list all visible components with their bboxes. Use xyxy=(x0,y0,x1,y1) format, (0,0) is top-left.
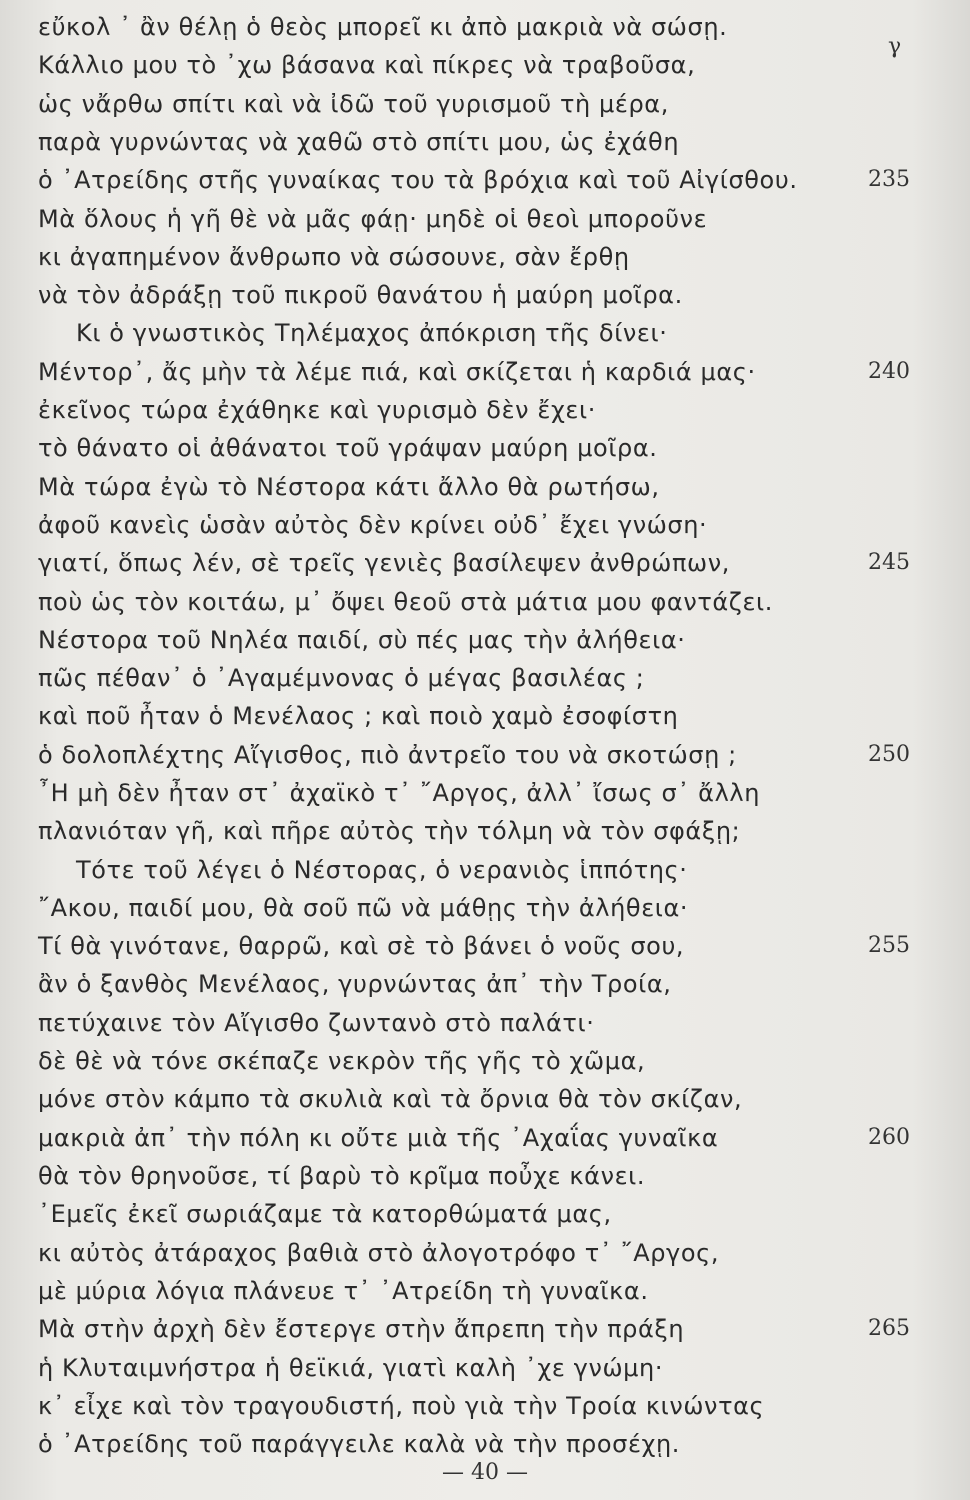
verse-line: εὔκολ ᾽ ἂν θέλῃ ὁ θεὸς μπορεῖ κι ἀπὸ μακριὰ νὰ σώσῃ. xyxy=(38,13,728,41)
page-number: — 40 — xyxy=(442,1460,528,1485)
verse-line: Μὰ ὅλους ἡ γῆ θὲ νὰ μᾶς φάῃ· μηδὲ οἱ θεοὶ μποροῦνε xyxy=(38,205,708,233)
verse-line: Νέστορα τοῦ Νηλέα παιδί, σὺ πές μας τὴν ἀλήθεια· xyxy=(38,626,686,654)
verse-line: ὁ ᾽Ατρείδης τοῦ παράγγειλε καλὰ νὰ τὴν προσέχῃ. xyxy=(38,1430,681,1458)
verse-line: μὲ μύρια λόγια πλάνευε τ᾽ ᾽Ατρείδη τὴ γυναῖκα. xyxy=(38,1277,649,1305)
verse-line: κ᾽ εἶχε καὶ τὸν τραγουδιστή, ποὺ γιὰ τὴν Τροία κινώντας xyxy=(38,1392,765,1420)
verse-line: Τότε τοῦ λέγει ὁ Νέστορας, ὁ νερανιὸς ἱππότης· xyxy=(76,856,688,884)
verse-line: ἀφοῦ κανεὶς ὡσὰν αὐτὸς δὲν κρίνει οὐδ᾽ ἔχει γνώση· xyxy=(38,511,708,539)
verse-line: παρὰ γυρνώντας νὰ χαθῶ στὸ σπίτι μου, ὡς ἐχάθη xyxy=(38,128,680,156)
verse-line: ὁ δολοπλέχτης Αἴγισθος, πιὸ ἀντρεῖο του νὰ σκοτώσῃ ; xyxy=(38,741,737,769)
verse-line: νὰ τὸν ἀδράξῃ τοῦ πικροῦ θανάτου ἡ μαύρη μοῖρα. xyxy=(38,281,683,309)
line-number: 240 xyxy=(868,359,910,384)
verse-line: Κι ὁ γνωστικὸς Τηλέμαχος ἀπόκριση τῆς δίνει· xyxy=(76,319,668,347)
verse-line: ἡ Κλυταιμνήστρα ἡ θεϊκιά, γιατὶ καλὴ ᾽χε γνώμη· xyxy=(38,1354,664,1382)
verse-line: Μὰ τώρα ἐγὼ τὸ Νέστορα κάτι ἄλλο θὰ ρωτήσω, xyxy=(38,473,660,501)
verse-line: πετύχαινε τὸν Αἴγισθο ζωντανὸ στὸ παλάτι· xyxy=(38,1009,595,1037)
corner-mark: γ xyxy=(888,34,902,59)
verse-line: μόνε στὸν κάμπο τὰ σκυλιὰ καὶ τὰ ὄρνια θὰ τὸν σκίζαν, xyxy=(38,1085,743,1113)
line-number: 260 xyxy=(868,1125,910,1150)
verse-line: κι αὐτὸς ἀτάραχος βαθιὰ στὸ ἀλογοτρόφο τ᾽ ῎Αργος, xyxy=(38,1239,720,1267)
verse-line: τὸ θάνατο οἱ ἀθάνατοι τοῦ γράψαν μαύρη μοῖρα. xyxy=(38,434,658,462)
verse-line: ποὺ ὡς τὸν κοιτάω, μ᾽ ὄψει θεοῦ στὰ μάτια μου φαντάζει. xyxy=(38,588,773,616)
verse-line: ὡς νἄρθω σπίτι καὶ νὰ ἰδῶ τοῦ γυρισμοῦ τὴ μέρα, xyxy=(38,90,669,118)
verse-line: πλανιόταν γῆ, καὶ πῆρε αὐτὸς τὴν τόλμη νὰ τὸν σφάξῃ; xyxy=(38,817,741,845)
verse-line: ῏Η μὴ δὲν ἦταν στ᾽ ἀχαϊκὸ τ᾽ ῎Αργος, ἀλλ᾽ ἴσως σ᾽ ἄλλη xyxy=(38,779,761,807)
verse-line: πῶς πέθαν᾽ ὁ ᾽Αγαμέμνονας ὁ μέγας βασιλέας ; xyxy=(38,664,645,692)
verse-line: Μὰ στὴν ἀρχὴ δὲν ἔστεργε στὴν ἄπρεπη τὴν πράξη xyxy=(38,1315,685,1343)
verse-line: Μέντορ᾽, ἄς μὴν τὰ λέμε πιά, καὶ σκίζεται ἡ καρδιά μας· xyxy=(38,358,756,386)
verse-line: κι ἀγαπημένον ἄνθρωπο νὰ σώσουνε, σὰν ἔρθῃ xyxy=(38,243,630,271)
line-number: 235 xyxy=(868,167,910,192)
verse-line: ᾽Εμεῖς ἐκεῖ σωριάζαμε τὰ κατορθώματά μας, xyxy=(38,1200,612,1228)
line-number: 255 xyxy=(868,933,910,958)
verse-line: ἂν ὁ ξανθὸς Μενέλαος, γυρνώντας ἀπ᾽ τὴν Τροία, xyxy=(38,970,672,998)
verse-line: ὁ ᾽Ατρείδης στῆς γυναίκας του τὰ βρόχια καὶ τοῦ Αἰγίσθου. xyxy=(38,166,798,194)
verse-line: Τί θὰ γινότανε, θαρρῶ, καὶ σὲ τὸ βάνει ὁ νοῦς σου, xyxy=(38,932,685,960)
line-number: 245 xyxy=(868,550,910,575)
verse-line: θὰ τὸν θρηνοῦσε, τί βαρὺ τὸ κρῖμα ποὖχε κάνει. xyxy=(38,1162,646,1190)
line-number: 265 xyxy=(868,1316,910,1341)
verse-line: ῎Ακου, παιδί μου, θὰ σοῦ πῶ νὰ μάθῃς τὴν ἀλήθεια· xyxy=(38,894,689,922)
verse-line: γιατί, ὅπως λέν, σὲ τρεῖς γενιὲς βασίλεψεν ἀνθρώπων, xyxy=(38,549,730,577)
verse-line: Κάλλιο μου τὸ ᾽χω βάσανα καὶ πίκρες νὰ τραβοῦσα, xyxy=(38,51,696,79)
verse-line: δὲ θὲ νὰ τόνε σκέπαζε νεκρὸν τῆς γῆς τὸ χῶμα, xyxy=(38,1047,646,1075)
line-number: 250 xyxy=(868,742,910,767)
verse-line: ἐκεῖνος τώρα ἐχάθηκε καὶ γυρισμὸ δὲν ἔχει· xyxy=(38,396,596,424)
verse-line: καὶ ποῦ ἦταν ὁ Μενέλαος ; καὶ ποιὸ χαμὸ ἐσοφίστη xyxy=(38,702,679,730)
verse-line: μακριὰ ἀπ᾽ τὴν πόλη κι οὔτε μιὰ τῆς ᾽Αχαΐας γυναῖκα xyxy=(38,1124,719,1152)
